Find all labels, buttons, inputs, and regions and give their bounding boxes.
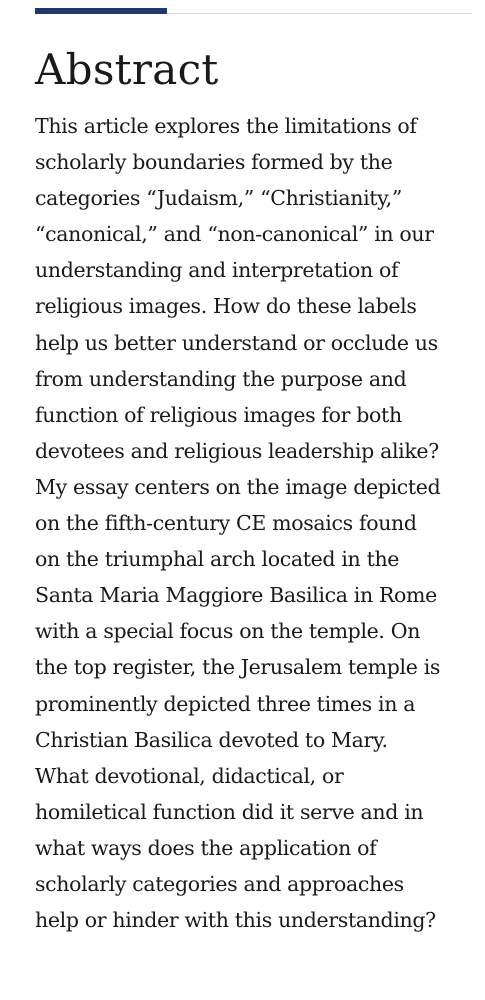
- abstract-line: What devotional, didactical, or: [35, 763, 344, 788]
- abstract-heading: Abstract: [35, 45, 219, 94]
- abstract-line: help us better understand or occlude us: [35, 330, 438, 355]
- abstract-line: My essay centers on the image depicted: [35, 474, 441, 499]
- abstract-line: function of religious images for both: [35, 402, 402, 427]
- abstract-line: prominently depicted three times in a: [35, 691, 416, 716]
- abstract-line: categories “Judaism,” “Christianity,”: [35, 186, 402, 211]
- section-accent-bar: [35, 8, 167, 14]
- abstract-line: the top register, the Jerusalem temple is: [35, 655, 441, 680]
- abstract-line: homiletical function did it serve and in: [35, 799, 424, 824]
- abstract-line: what ways does the application of: [35, 835, 377, 860]
- abstract-line: scholarly boundaries formed by the: [35, 150, 393, 175]
- abstract-line: help or hinder with this understanding?: [35, 908, 436, 933]
- abstract-line: scholarly categories and approaches: [35, 871, 404, 896]
- abstract-line: devotees and religious leadership alike?: [35, 438, 439, 463]
- abstract-line: with a special focus on the temple. On: [35, 619, 421, 644]
- abstract-line: on the fifth-century CE mosaics found: [35, 511, 417, 536]
- abstract-line: religious images. How do these labels: [35, 294, 417, 319]
- abstract-line: “canonical,” and “non-canonical” in our: [35, 222, 434, 247]
- abstract-line: Christian Basilica devoted to Mary.: [35, 727, 388, 752]
- abstract-line: understanding and interpretation of: [35, 258, 399, 283]
- abstract-body: [35, 108, 480, 938]
- abstract-line: on the triumphal arch located in the: [35, 547, 400, 572]
- abstract-line: from understanding the purpose and: [35, 366, 407, 391]
- abstract-line: This article explores the limitations of: [35, 114, 417, 138]
- abstract-line: Santa Maria Maggiore Basilica in Rome: [35, 583, 437, 608]
